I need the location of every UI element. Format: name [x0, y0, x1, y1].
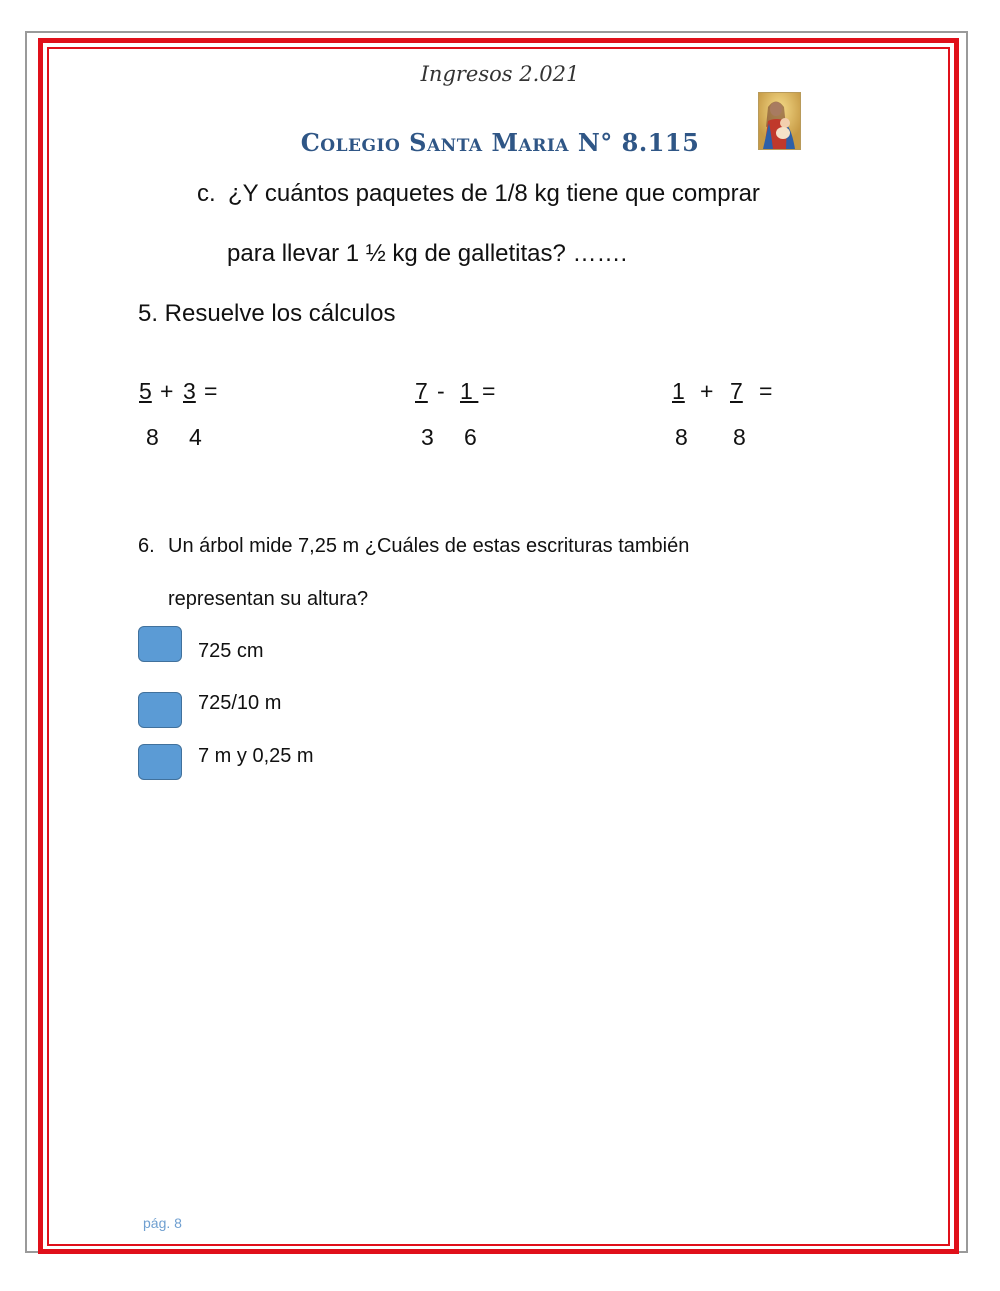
calc2-underline-gap — [472, 378, 478, 405]
page-border-inner — [47, 47, 950, 1246]
option-label-725cm: 725 cm — [198, 640, 264, 662]
question-6-number: 6. — [138, 535, 155, 557]
calc3-operator: + — [700, 378, 714, 404]
calc1-denominator-1: 8 — [146, 424, 159, 450]
header-subtitle: Ingresos 2.021 — [420, 62, 580, 86]
question-6-text-line1: Un árbol mide 7,25 m ¿Cuáles de estas escrituras también — [168, 535, 690, 557]
calc2-numerator-1: 7 — [415, 378, 428, 404]
option-checkbox-7m-025m[interactable] — [138, 744, 182, 780]
calc1-denominator-2: 4 — [189, 424, 202, 450]
calc3-numerator-2: 7 — [730, 378, 743, 404]
question-c-label: c. — [197, 180, 216, 207]
calc3-numerator-1: 1 — [672, 378, 685, 404]
calc2-operator: - — [437, 378, 445, 404]
option-checkbox-725-10m[interactable] — [138, 692, 182, 728]
school-title: Colegio Santa Maria N° 8.115 — [300, 128, 700, 157]
calc1-numerator-1: 5 — [139, 378, 152, 404]
option-checkbox-725cm[interactable] — [138, 626, 182, 662]
question-c-text-line2: para llevar 1 ½ kg de galletitas? ……. — [227, 240, 628, 267]
calc1-operator: + — [160, 378, 174, 404]
calc3-denominator-1: 8 — [675, 424, 688, 450]
question-c-text-line1: ¿Y cuántos paquetes de 1/8 kg tiene que comprar — [228, 180, 760, 207]
calc1-equals: = — [204, 378, 218, 404]
question-5-title: 5. Resuelve los cálculos — [138, 300, 396, 327]
question-6-text-line2: representan su altura? — [168, 588, 369, 610]
calc2-numerator-2: 1 — [460, 378, 473, 404]
calc2-denominator-1: 3 — [421, 424, 434, 450]
option-label-7m-025m: 7 m y 0,25 m — [198, 745, 314, 767]
calc1-numerator-2: 3 — [183, 378, 196, 404]
calc3-denominator-2: 8 — [733, 424, 746, 450]
page-number: pág. 8 — [143, 1215, 182, 1231]
virgin-mary-icon — [759, 93, 800, 149]
option-label-725-10m: 725/10 m — [198, 692, 282, 714]
virgin-mary-image — [758, 92, 801, 150]
calc2-denominator-2: 6 — [464, 424, 477, 450]
calc3-equals: = — [759, 378, 773, 404]
calc2-equals: = — [482, 378, 496, 404]
